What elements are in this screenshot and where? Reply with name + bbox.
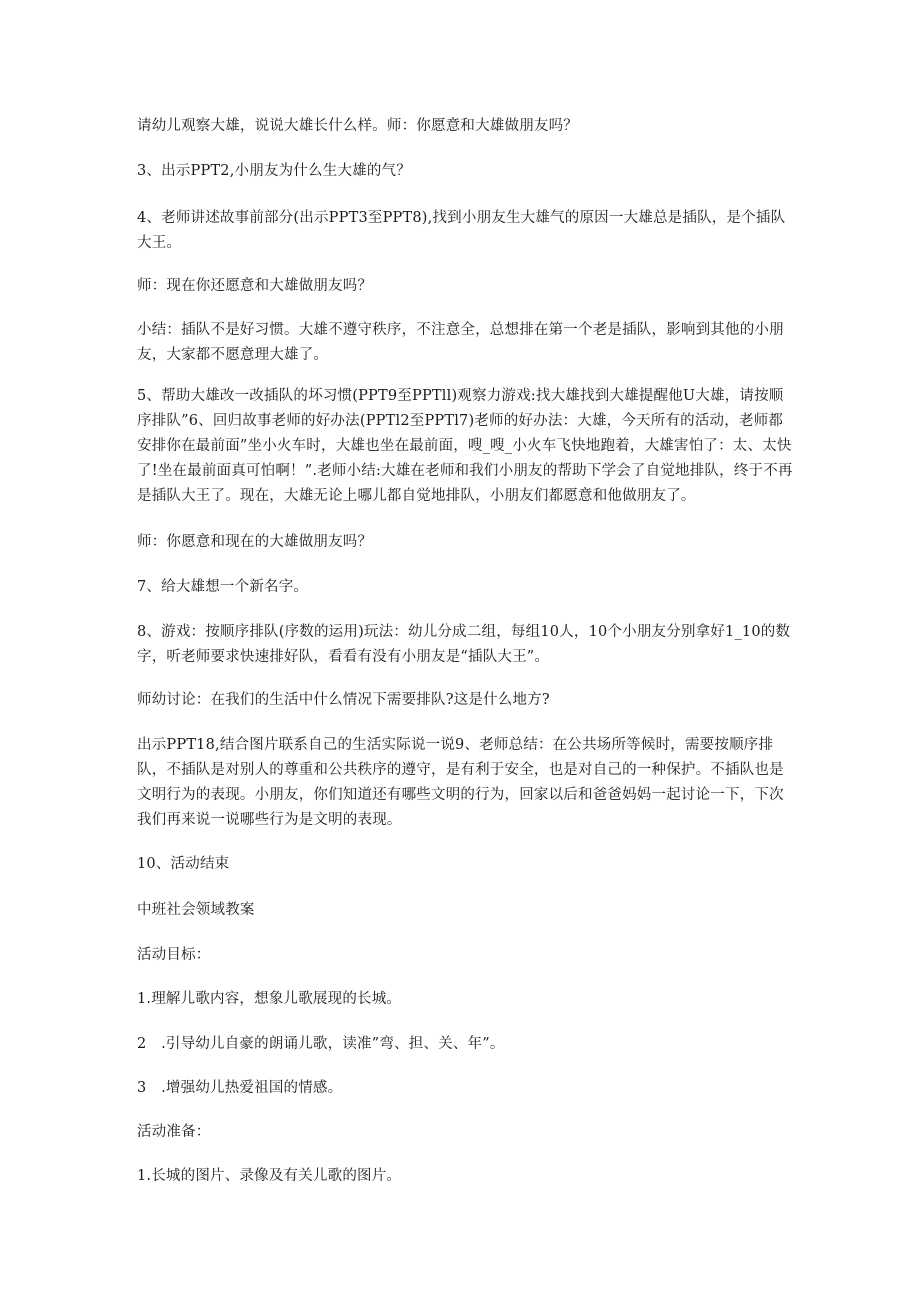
paragraph-step-4: 4、老师讲述故事前部分(出示PPT3至PPT8),找到小朋友生大雄气的原因一大雄总是插队，是个插队大王。 [137,210,786,251]
paragraph-lesson-title: 中班社会领域教案 [137,902,255,918]
paragraph-goals-heading: 活动目标： [137,947,211,963]
paragraph-teacher-question-2: 师：你愿意和现在的大雄做朋友吗？ [137,534,373,550]
paragraph-prep-1: 1.长城的图片、录像及有关儿歌的图片。 [137,1168,402,1184]
paragraph-step-3: 3、出示PPT2,小朋友为什么生大雄的气？ [137,163,411,179]
paragraph-step-9: 出示PPT18,结合图片联系自己的生活实际说一说9、老师总结：在公共场所等候时，需要按顺序排队，不插队是对别人的尊重和公共秩序的遵守，是有利于安全，也是对自己的一种保护。不插队也是文明行为的表现。小朋友，你们知道还有哪些文明的行为，回家以后和爸爸妈妈一起讨论一下，下次我们再来说一说哪些行为是文明的表现。 [137,737,784,828]
paragraph-step-10: 10、活动结束 [137,856,230,872]
paragraph-goal-3: 3 .增强幼儿热爱祖国的情感。 [137,1080,343,1096]
paragraph-teacher-question: 师：现在你还愿意和大雄做朋友吗？ [137,278,373,294]
paragraph-prep-heading: 活动准备： [137,1124,211,1140]
paragraph-step-5-6: 5、帮助大雄改一改插队的坏习惯(PPT9至PPTll)观察力游戏:找大雄找到大雄提醒他U大雄，请按顺序排队”6、回归故事老师的好办法(PPTl2至PPTl7)老师的好办法：大雄，今天所有的活动，老师都安排你在最前面”坐小火车时，大雄也坐在最前面，嗖_嗖_小火车飞快地跑着，大雄害怕了：太、太快了!坐在最前面真可怕啊！”.老师小结:大雄在老师和我们小朋友的帮助下学会了自觉地排队，终于不再是插队大王了。现在，大雄无论上哪儿都自觉地排队，小朋友们都愿意和他做朋友了。 [137,388,793,504]
paragraph-discussion: 师幼讨论：在我们的生活中什么情况下需要排队?这是什么地方? [137,692,550,708]
paragraph-summary: 小结：插队不是好习惯。大雄不遵守秩序，不注意全，总想排在第一个老是插队，影响到其他的小朋友，大家都不愿意理大雄了。 [137,322,784,363]
paragraph-goal-2: 2 .引导幼儿自豪的朗诵儿歌，读准”弯、担、关、年”。 [137,1036,505,1052]
paragraph-goal-1: 1.理解儿歌内容，想象儿歌展现的长城。 [137,991,402,1007]
paragraph-step-7: 7、给大雄想一个新名字。 [137,579,309,595]
paragraph-intro: 请幼儿观察大雄，说说大雄长什么样。师：你愿意和大雄做朋友吗？ [137,118,578,134]
paragraph-step-8: 8、游戏：按顺序排队(序数的运用)玩法：幼儿分成二组，每组10人，10个小朋友分别拿好1_10的数字，听老师要求快速排好队，看看有没有小朋友是“插队大王”。 [137,624,791,665]
